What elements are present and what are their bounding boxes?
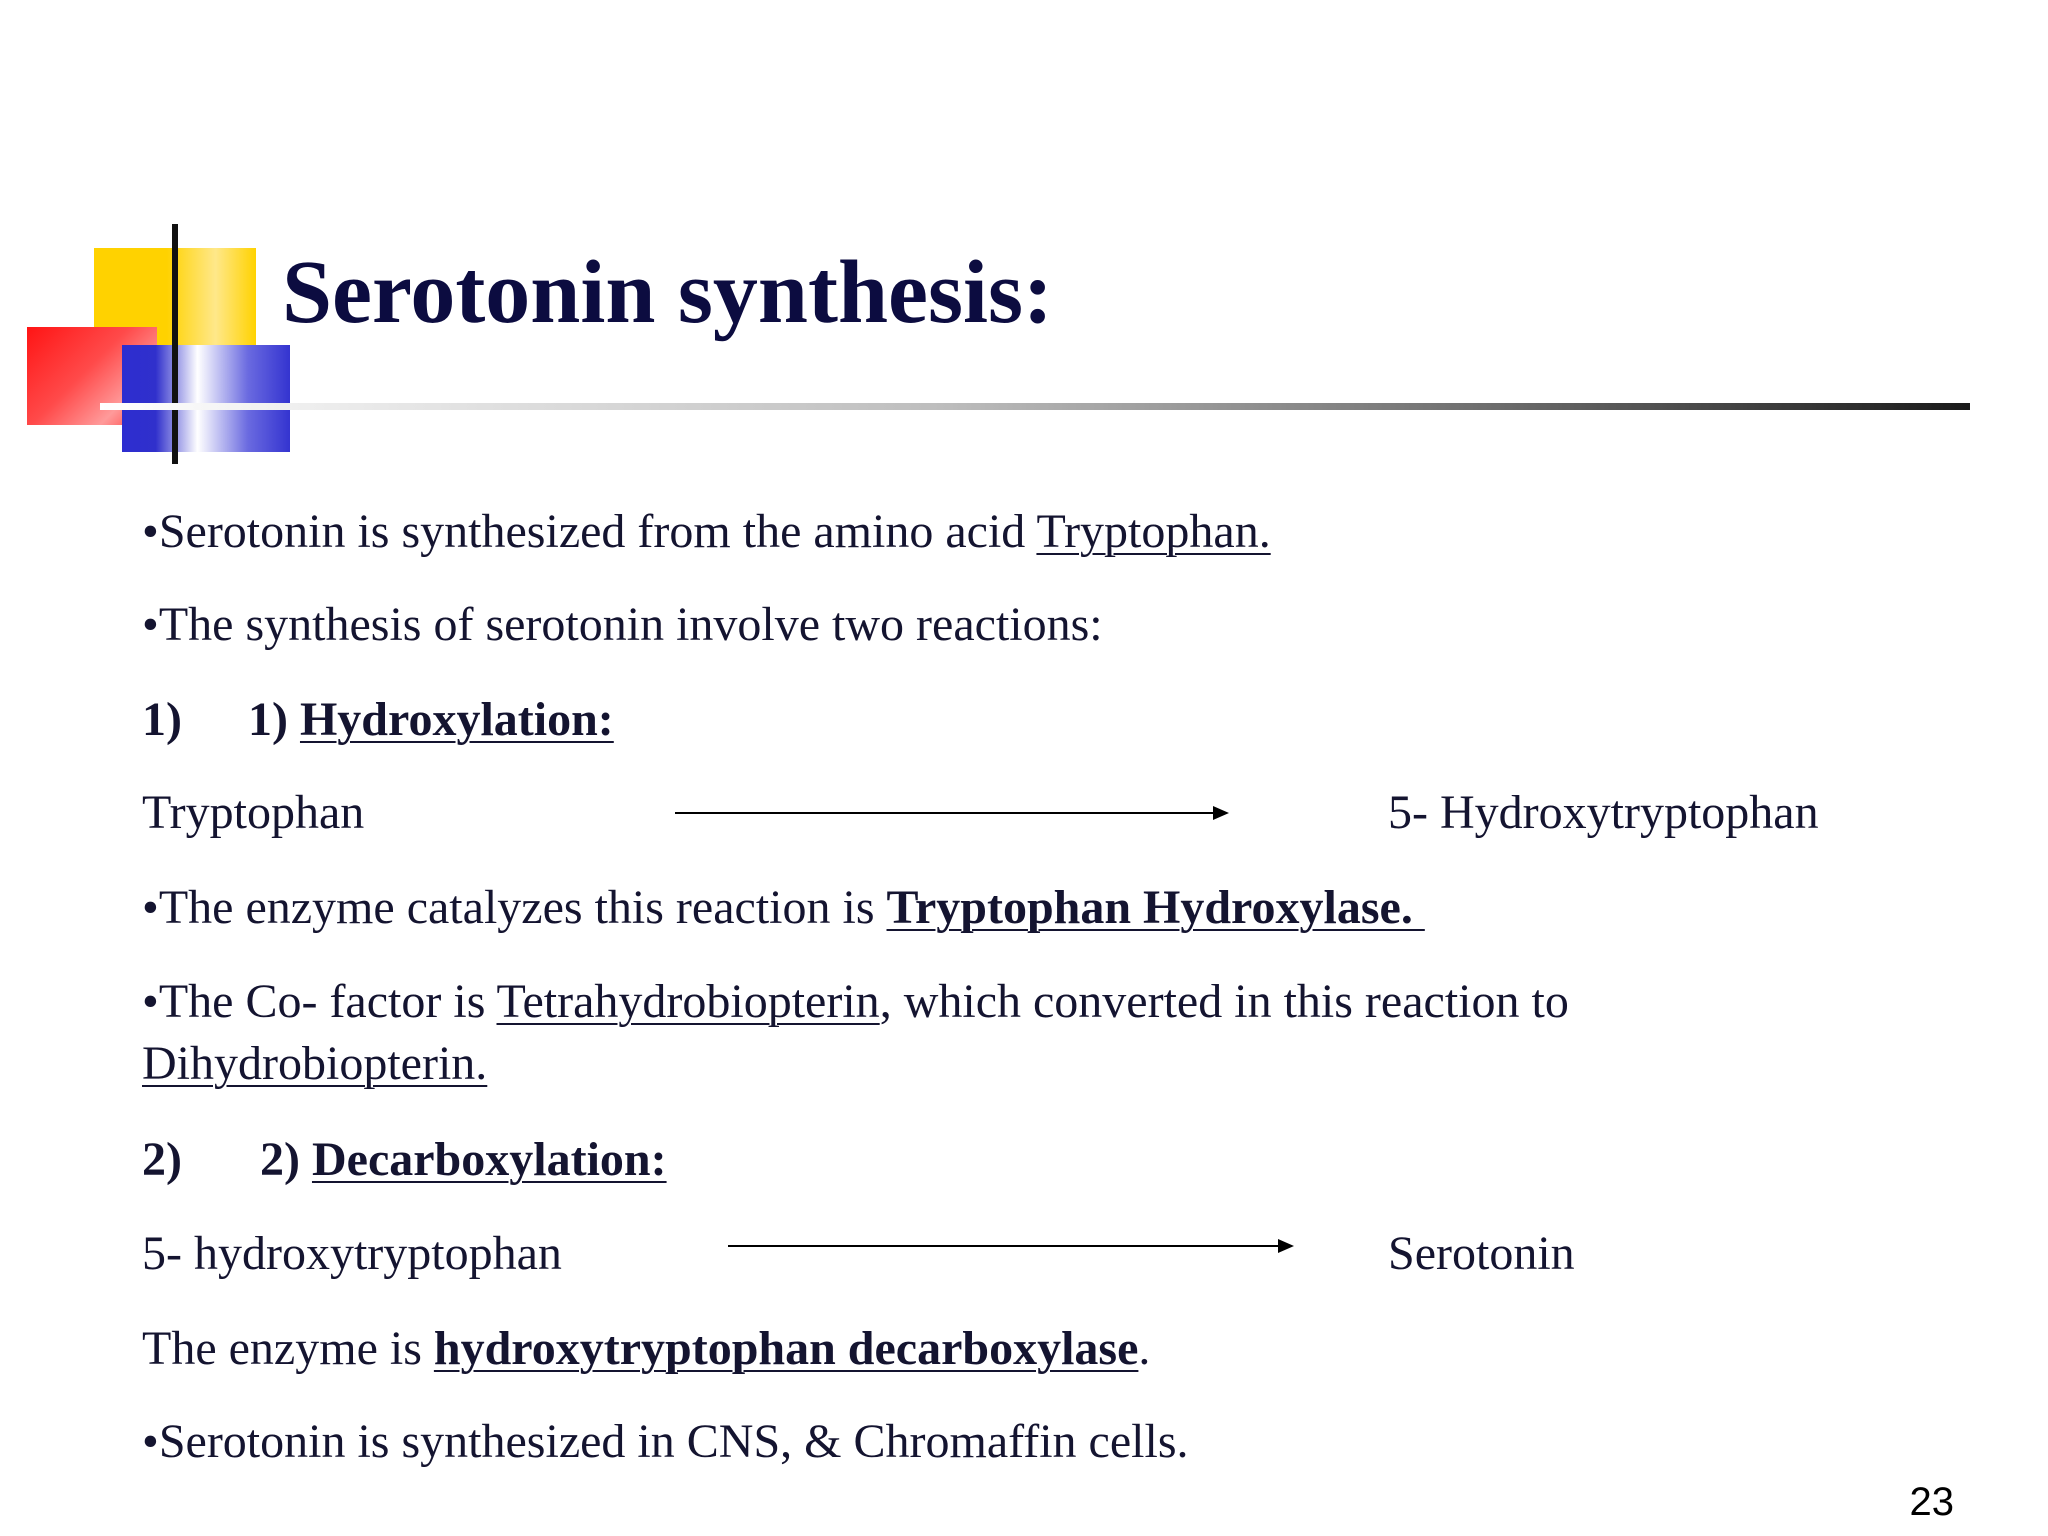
step-prefix: 2) [259,1133,312,1186]
bullet-marker: • [142,975,159,1028]
bullet-text: The synthesis of serotonin involve two reactions: [158,598,1103,651]
tryptophan-term: Tryptophan. [1036,505,1271,558]
bullet-marker: • [142,505,159,558]
line-end: . [1138,1322,1151,1375]
decor-vertical-rule [172,224,178,464]
bullet-cofactor [142,975,1569,1028]
enzyme-decarboxylase-line [142,1322,1151,1375]
step-prefix: 1) [247,693,300,746]
step-decarboxylation-heading [142,1133,667,1186]
bullet-enzyme-hydroxylase [142,881,1425,934]
reaction2-product: Serotonin [1388,1227,1575,1280]
step-label: Hydroxylation: [299,693,614,746]
step-number: 1) [142,693,182,746]
dihydrobiopterin-term: Dihydrobiopterin. [142,1037,488,1090]
bullet-text-continued: , which converted in this reaction to [879,975,1569,1028]
step-number: 2) [142,1133,182,1186]
bullet-two-reactions [142,598,1103,651]
enzyme-name: Tryptophan Hydroxylase. [886,881,1425,934]
slide-title: Serotonin synthesis: [282,243,1053,342]
line-text: The enzyme is [142,1322,434,1375]
title-underline-rule [100,403,1970,410]
step-label: Decarboxylation: [311,1133,667,1186]
cofactor-product-line [142,1037,488,1090]
reaction1-substrate: Tryptophan [142,786,365,839]
reaction1-arrow [675,812,1225,814]
bullet-text: Serotonin is synthesized from the amino acid [158,505,1037,558]
bullet-text: The Co- factor is [158,975,497,1028]
step-hydroxylation-heading [142,693,614,746]
reaction2-substrate: 5- hydroxytryptophan [142,1227,562,1280]
bullet-text: Serotonin is synthesized in CNS, & Chromaffin cells. [158,1415,1189,1468]
bullet-marker: • [142,881,159,934]
enzyme-name: hydroxytryptophan decarboxylase [433,1322,1139,1375]
bullet-marker: • [142,598,159,651]
decor-blue-square [122,345,290,452]
bullet-text: The enzyme catalyzes this reaction is [158,881,887,934]
cofactor-term: Tetrahydrobiopterin [496,975,880,1028]
bullet-synthesis-location [142,1415,1189,1468]
reaction1-product: 5- Hydroxytryptophan [1388,786,1819,839]
bullet-marker: • [142,1415,159,1468]
reaction2-arrow [728,1245,1290,1247]
page-number: 23 [1909,1480,1954,1524]
bullet-synthesized-from [142,505,1271,558]
